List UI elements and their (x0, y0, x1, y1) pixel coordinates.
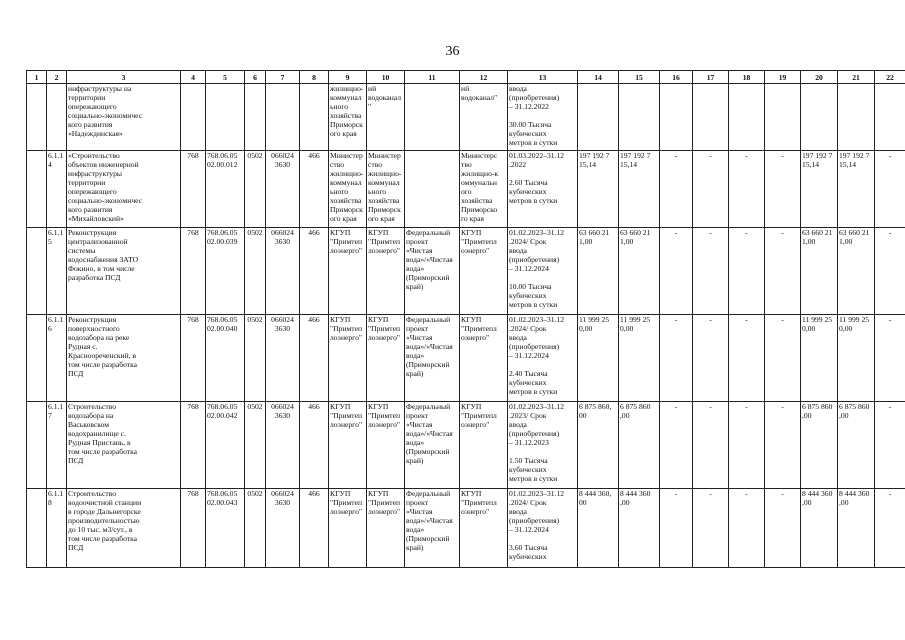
table-cell: инфраструктуры на территории опережающего социально-экономичес кого развития «Надеждинская» (67, 84, 181, 151)
table-cell: КГУП "Примтеп лоэнерго" (329, 315, 367, 402)
table-cell: КГУП "Примтепл оэнерго" (460, 402, 508, 489)
table-cell (875, 84, 905, 151)
table-cell: 0502 (245, 151, 266, 228)
table-cell: КГУП "Примтеп лоэнерго" (329, 402, 367, 489)
table-cell: ий водоканал" (460, 84, 508, 151)
table-row (27, 402, 905, 489)
table-cell (405, 84, 460, 151)
table-cell: 6.1.17 (47, 402, 67, 489)
table-cell: Реконструкция централизованной системы водоснабжения ЗАТО Фокино, в том числе разработка ПСД (67, 228, 181, 315)
table-cell: 6 875 860 ,00 (801, 402, 838, 489)
table-cell (27, 489, 47, 568)
table-cell (47, 84, 67, 151)
col-header: 12 (460, 71, 508, 84)
table-cell: 768.06.05 02.00.039 (206, 228, 245, 315)
col-header: 4 (181, 71, 206, 84)
table-cell: 768.06.05 02.00.042 (206, 402, 245, 489)
table-cell: 768 (181, 151, 206, 228)
table-cell: Министер ство жилищно- коммунал ьного хозяйства Приморск ого края (329, 151, 367, 228)
table-cell (27, 228, 47, 315)
col-header: 15 (619, 71, 660, 84)
table-cell: 197 192 7 15,14 (838, 151, 875, 228)
table-cell: Министерс тво жилищно-к оммунальн ого хозяйства Приморско го края (460, 151, 508, 228)
table-cell: КГУП "Примтеп лоэнерго" (367, 315, 405, 402)
col-header: 18 (729, 71, 765, 84)
table-cell (181, 84, 206, 151)
table-cell: 8 444 360 ,00 (838, 489, 875, 568)
col-header: 11 (405, 71, 460, 84)
table-cell: 768.06.05 02.00.043 (206, 489, 245, 568)
table-cell: - (875, 151, 905, 228)
table-cell: - (765, 315, 801, 402)
table-row (27, 151, 905, 228)
table-cell (578, 84, 619, 151)
page-number: 36 (445, 44, 460, 59)
table-cell: Федеральный проект «Чистая вода»/«Чистая вода» (Приморский край) (405, 315, 460, 402)
table-row (27, 489, 905, 568)
table-cell: 768 (181, 228, 206, 315)
table-cell (801, 84, 838, 151)
table-cell: - (660, 402, 693, 489)
table-cell: - (693, 151, 729, 228)
table-cell: 066024 3630 (266, 489, 300, 568)
table-cell: 11 999 25 0,00 (801, 315, 838, 402)
col-header: 2 (47, 71, 67, 84)
table-cell: 01.03.2022–31.12 .2022 2.60 Тысяча кубических метров в сутки (508, 151, 578, 228)
table-cell: 0502 (245, 489, 266, 568)
table-cell: Федеральный проект «Чистая вода»/«Чистая вода» (Приморский край) (405, 402, 460, 489)
table-cell: 197 192 7 15,14 (578, 151, 619, 228)
table-cell (660, 84, 693, 151)
table-cell: 8 444 360, 00 (578, 489, 619, 568)
table-cell: - (693, 315, 729, 402)
table-cell: 01.02.2023–31.12 .2024/ Срок ввода (приобретения) – 31.12.2024 3.60 Тысяча кубических (508, 489, 578, 568)
table-cell: 8 444 360 ,00 (619, 489, 660, 568)
table-cell: 466 (300, 315, 329, 402)
col-header: 20 (801, 71, 838, 84)
table-cell: - (660, 489, 693, 568)
table-cell: - (729, 402, 765, 489)
table-cell (300, 84, 329, 151)
table-cell: 066024 3630 (266, 151, 300, 228)
table-cell (405, 151, 460, 228)
table-cell: 8 444 360 ,00 (801, 489, 838, 568)
table-row (27, 84, 905, 151)
col-header: 13 (508, 71, 578, 84)
col-header: 14 (578, 71, 619, 84)
col-header: 8 (300, 71, 329, 84)
table-cell: 63 660 21 1,00 (801, 228, 838, 315)
table-cell (693, 84, 729, 151)
table-cell: КГУП "Примтеп лоэнерго" (367, 228, 405, 315)
header-row (27, 71, 905, 84)
table-cell: 066024 3630 (266, 315, 300, 402)
table-cell: - (875, 228, 905, 315)
table-cell: 6.1.15 (47, 228, 67, 315)
table-cell: Федеральный проект «Чистая вода»/«Чистая вода» (Приморский край) (405, 228, 460, 315)
table-cell: КГУП "Примтеп лоэнерго" (329, 489, 367, 568)
table-cell: 066024 3630 (266, 228, 300, 315)
table-cell: - (729, 315, 765, 402)
table-cell: 466 (300, 402, 329, 489)
table-cell: КГУП "Примтеп лоэнерго" (367, 489, 405, 568)
table-cell: - (729, 228, 765, 315)
table-cell: 01.02.2023–31.12 .2023/ Срок ввода (приобретения) – 31.12.2023 1.50 Тысяча кубических метров в сутки (508, 402, 578, 489)
table-cell: КГУП "Примтеп лоэнерго" (367, 402, 405, 489)
table-cell: КГУП "Примтепл оэнерго" (460, 489, 508, 568)
col-header: 10 (367, 71, 405, 84)
table-cell (27, 84, 47, 151)
table-cell: 768.06.05 02.00.012 (206, 151, 245, 228)
table-cell: 11 999 25 0,00 (838, 315, 875, 402)
table-cell: 63 660 21 1,00 (578, 228, 619, 315)
table-cell: 11 999 25 0,00 (619, 315, 660, 402)
table-cell: 6 875 860 ,00 (619, 402, 660, 489)
table-cell: - (693, 228, 729, 315)
table-cell: 768 (181, 402, 206, 489)
table-cell: Строительство водозабора на Васьковском водохранилище с. Рудная Пристань, в том числе разработка ПСД (67, 402, 181, 489)
table-cell: Министер ство жилищно- коммунал ьного хозяйства Приморск ого края (367, 151, 405, 228)
table-cell (206, 84, 245, 151)
table-cell (619, 84, 660, 151)
table-row (27, 315, 905, 402)
table-cell (729, 84, 765, 151)
table-cell (838, 84, 875, 151)
table-cell (266, 84, 300, 151)
table-cell: 768.06.05 02.00.040 (206, 315, 245, 402)
table-cell: - (875, 315, 905, 402)
table-cell (27, 402, 47, 489)
table-cell: 6 875 860, 00 (578, 402, 619, 489)
col-header: 1 (27, 71, 47, 84)
table-cell: 0502 (245, 228, 266, 315)
table-cell: 466 (300, 228, 329, 315)
col-header: 16 (660, 71, 693, 84)
col-header: 19 (765, 71, 801, 84)
table-cell: Строительство водоочистной станции в городе Дальнегорске производительностью до 10 тыс. м3/сут., в том числе разработка ПСД (67, 489, 181, 568)
table-cell: 6 875 860 ,00 (838, 402, 875, 489)
table-cell: - (875, 489, 905, 568)
table-body (27, 84, 905, 568)
table-cell: 01.02.2023–31.12 .2024/ Срок ввода (приобретения) – 31.12.2024 2.40 Тысяча кубических метров в сутки (508, 315, 578, 402)
col-header: 7 (266, 71, 300, 84)
table-cell: - (765, 151, 801, 228)
col-header: 22 (875, 71, 905, 84)
table-cell: 0502 (245, 402, 266, 489)
table-cell: - (660, 315, 693, 402)
table-cell: 0502 (245, 315, 266, 402)
table-cell: КГУП "Примтепл оэнерго" (460, 228, 508, 315)
budget-table (26, 70, 905, 568)
table-cell: - (660, 228, 693, 315)
table-cell: - (660, 151, 693, 228)
table-cell: - (765, 402, 801, 489)
col-header: 3 (67, 71, 181, 84)
table-cell: 197 192 7 15,14 (619, 151, 660, 228)
table-cell: Реконструкция поверхностного водозабора на реке Рудная с. Красноореченский, в том числе разработка ПСД (67, 315, 181, 402)
table-cell: - (765, 489, 801, 568)
table-cell: 466 (300, 489, 329, 568)
table-cell (27, 151, 47, 228)
col-header: 6 (245, 71, 266, 84)
col-header: 17 (693, 71, 729, 84)
col-header: 9 (329, 71, 367, 84)
table-cell (27, 315, 47, 402)
table-cell: КГУП "Примтепл оэнерго" (460, 315, 508, 402)
col-header: 21 (838, 71, 875, 84)
table-cell: Федеральный проект «Чистая вода»/«Чистая вода» (Приморский край) (405, 489, 460, 568)
table-cell: - (729, 151, 765, 228)
table-cell: 11 999 25 0,00 (578, 315, 619, 402)
table-cell: ий водоканал" (367, 84, 405, 151)
table-row (27, 228, 905, 315)
table-cell: - (765, 228, 801, 315)
table-cell: 768 (181, 489, 206, 568)
col-header: 5 (206, 71, 245, 84)
table-cell: 01.02.2023–31.12 .2024/ Срок ввода (приобретения) – 31.12.2024 10.00 Тысяча кубических метров в сутки (508, 228, 578, 315)
table-cell: - (729, 489, 765, 568)
table-cell: 6.1.16 (47, 315, 67, 402)
table-cell: КГУП "Примтеп лоэнерго" (329, 228, 367, 315)
table-cell: 63 660 21 1,00 (838, 228, 875, 315)
table-cell: жилищно- коммунал ьного хозяйства Приморск ого края (329, 84, 367, 151)
table-cell: 466 (300, 151, 329, 228)
table-cell: 066024 3630 (266, 402, 300, 489)
table-cell: - (693, 402, 729, 489)
table-cell: 63 660 21 1,00 (619, 228, 660, 315)
table-cell (765, 84, 801, 151)
table-cell: 197 192 7 15,14 (801, 151, 838, 228)
table-cell: «Строительство объектов инженерной инфраструктуры территории опережающего социально-экономичес кого развития «Михайловский» (67, 151, 181, 228)
table-cell: 768 (181, 315, 206, 402)
table-cell: ввода (приобретения) – 31.12.2022 30.00 Тысяча кубических метров в сутки (508, 84, 578, 151)
table-cell (245, 84, 266, 151)
table-cell: 6.1.18 (47, 489, 67, 568)
table-cell: - (875, 402, 905, 489)
table-cell: - (693, 489, 729, 568)
table-cell: 6.1.14 (47, 151, 67, 228)
